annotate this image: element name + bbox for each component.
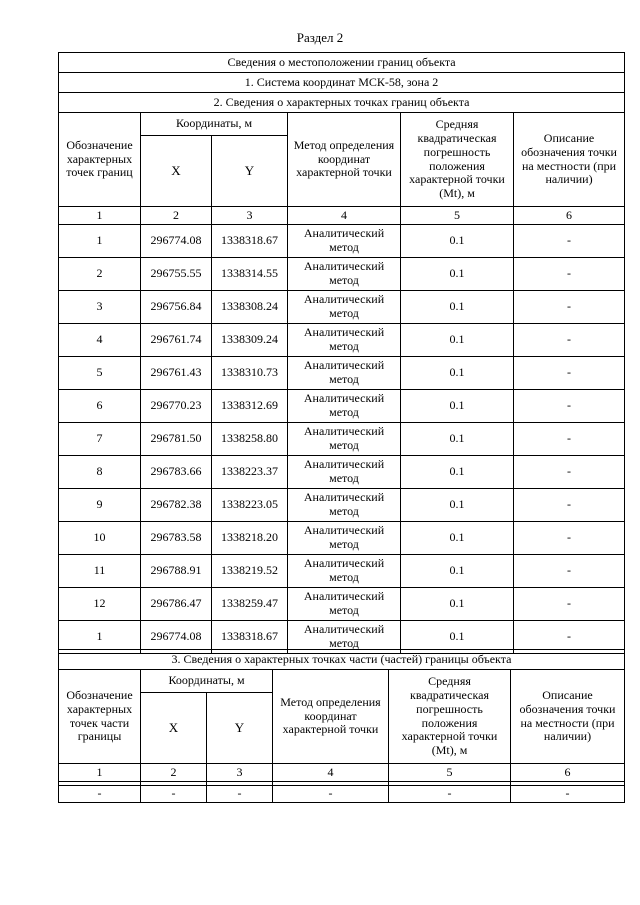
column-number: 5 — [401, 207, 514, 225]
table-row — [59, 489, 625, 522]
section-title: Раздел 2 — [296, 30, 344, 45]
error-value: 0.1 — [401, 324, 514, 357]
header-x-part: X — [141, 693, 207, 764]
x-coordinate: 296783.58 — [141, 522, 212, 555]
table-subtitle: 2. Сведения о характерных точках границ объекта — [59, 93, 625, 113]
column-number: 3 — [207, 764, 273, 782]
column-number: 2 — [141, 764, 207, 782]
point-number: 1 — [59, 621, 141, 654]
x-coordinate: 296788.91 — [141, 555, 212, 588]
coordinate-system: 1. Система координат МСК-58, зона 2 — [59, 73, 625, 93]
description-cell: - — [514, 423, 625, 456]
method-cell: Аналитический метод — [288, 291, 401, 324]
y-coordinate: 1338314.55 — [212, 258, 288, 291]
header-error-part: Средняя квадратическая погрешность положения характерной точки (Mt), м — [389, 670, 511, 764]
x-coordinate: 296761.74 — [141, 324, 212, 357]
table-row — [59, 291, 625, 324]
method-cell: Аналитический метод — [288, 522, 401, 555]
x-coordinate: 296782.38 — [141, 489, 212, 522]
error-value: 0.1 — [401, 522, 514, 555]
error-value: 0.1 — [401, 588, 514, 621]
y-coordinate: 1338218.20 — [212, 522, 288, 555]
point-number: - — [59, 786, 141, 803]
method-cell: - — [273, 786, 389, 803]
method-cell: Аналитический метод — [288, 588, 401, 621]
description-cell: - — [514, 324, 625, 357]
column-number: 6 — [511, 764, 625, 782]
table-row — [59, 588, 625, 621]
header-description: Описание обозначения точки на местности (при наличии) — [514, 113, 625, 207]
column-number: 1 — [59, 764, 141, 782]
column-numbers-row — [59, 207, 625, 225]
header-method-part: Метод определения координат характерной точки — [273, 670, 389, 764]
table-subtitle-part: 3. Сведения о характерных точках части (частей) границы объекта — [59, 650, 625, 670]
description-cell: - — [514, 522, 625, 555]
method-cell: Аналитический метод — [288, 324, 401, 357]
method-cell: Аналитический метод — [288, 258, 401, 291]
y-coordinate: 1338219.52 — [212, 555, 288, 588]
y-coordinate: 1338259.47 — [212, 588, 288, 621]
description-cell: - — [514, 456, 625, 489]
point-number: 9 — [59, 489, 141, 522]
description-cell: - — [514, 357, 625, 390]
description-cell: - — [514, 258, 625, 291]
table-row — [59, 324, 625, 357]
header-y-part: Y — [207, 693, 273, 764]
error-value: 0.1 — [401, 621, 514, 654]
y-coordinate: - — [207, 786, 273, 803]
description-cell: - — [514, 291, 625, 324]
table-row — [59, 390, 625, 423]
description-cell: - — [514, 588, 625, 621]
method-cell: Аналитический метод — [288, 621, 401, 654]
x-coordinate: 296781.50 — [141, 423, 212, 456]
error-value: 0.1 — [401, 390, 514, 423]
table-row — [59, 258, 625, 291]
method-cell: Аналитический метод — [288, 390, 401, 423]
header-description-part: Описание обозначения точки на местности (при наличии) — [511, 670, 625, 764]
y-coordinate: 1338309.24 — [212, 324, 288, 357]
error-value: 0.1 — [401, 456, 514, 489]
method-cell: Аналитический метод — [288, 555, 401, 588]
point-number: 12 — [59, 588, 141, 621]
point-number: 5 — [59, 357, 141, 390]
description-cell: - — [511, 786, 625, 803]
method-cell: Аналитический метод — [288, 225, 401, 258]
point-number: 11 — [59, 555, 141, 588]
boundary-points-table — [58, 52, 625, 654]
error-value: 0.1 — [401, 258, 514, 291]
column-number: 6 — [514, 207, 625, 225]
point-number: 10 — [59, 522, 141, 555]
header-coordinates: Координаты, м — [141, 113, 288, 136]
x-coordinate: 296761.43 — [141, 357, 212, 390]
table-row — [59, 786, 625, 803]
error-value: 0.1 — [401, 291, 514, 324]
column-number: 2 — [141, 207, 212, 225]
table-title: Сведения о местоположении границ объекта — [59, 53, 625, 73]
point-number: 6 — [59, 390, 141, 423]
header-x: X — [141, 136, 212, 207]
x-coordinate: 296774.08 — [141, 225, 212, 258]
error-value: 0.1 — [401, 555, 514, 588]
x-coordinate: 296770.23 — [141, 390, 212, 423]
header-error: Средняя квадратическая погрешность положения характерной точки (Mt), м — [401, 113, 514, 207]
point-number: 4 — [59, 324, 141, 357]
x-coordinate: 296786.47 — [141, 588, 212, 621]
x-coordinate: 296774.08 — [141, 621, 212, 654]
column-numbers-row-part — [59, 764, 625, 782]
y-coordinate: 1338310.73 — [212, 357, 288, 390]
y-coordinate: 1338258.80 — [212, 423, 288, 456]
part-boundary-points-table — [58, 649, 625, 803]
column-number: 3 — [212, 207, 288, 225]
point-number: 8 — [59, 456, 141, 489]
method-cell: Аналитический метод — [288, 423, 401, 456]
column-number: 5 — [389, 764, 511, 782]
y-coordinate: 1338318.67 — [212, 225, 288, 258]
column-number: 4 — [273, 764, 389, 782]
table-row — [59, 555, 625, 588]
error-value: - — [389, 786, 511, 803]
method-cell: Аналитический метод — [288, 357, 401, 390]
y-coordinate: 1338308.24 — [212, 291, 288, 324]
y-coordinate: 1338312.69 — [212, 390, 288, 423]
table-row — [59, 423, 625, 456]
y-coordinate: 1338318.67 — [212, 621, 288, 654]
description-cell: - — [514, 621, 625, 654]
method-cell: Аналитический метод — [288, 489, 401, 522]
point-number: 7 — [59, 423, 141, 456]
header-designation-part: Обозначение характерных точек части границы — [59, 670, 141, 764]
method-cell: Аналитический метод — [288, 456, 401, 489]
table-row — [59, 357, 625, 390]
header-method: Метод определения координат характерной точки — [288, 113, 401, 207]
error-value: 0.1 — [401, 423, 514, 456]
header-y: Y — [212, 136, 288, 207]
header-coordinates-part: Координаты, м — [141, 670, 273, 693]
description-cell: - — [514, 390, 625, 423]
y-coordinate: 1338223.37 — [212, 456, 288, 489]
point-number: 2 — [59, 258, 141, 291]
point-number: 3 — [59, 291, 141, 324]
error-value: 0.1 — [401, 225, 514, 258]
point-number: 1 — [59, 225, 141, 258]
description-cell: - — [514, 225, 625, 258]
x-coordinate: 296756.84 — [141, 291, 212, 324]
description-cell: - — [514, 555, 625, 588]
column-number: 4 — [288, 207, 401, 225]
description-cell: - — [514, 489, 625, 522]
table-row — [59, 456, 625, 489]
error-value: 0.1 — [401, 357, 514, 390]
x-coordinate: 296755.55 — [141, 258, 212, 291]
column-number: 1 — [59, 207, 141, 225]
header-designation: Обозначение характерных точек границ — [59, 113, 141, 207]
table-row — [59, 225, 625, 258]
error-value: 0.1 — [401, 489, 514, 522]
x-coordinate: 296783.66 — [141, 456, 212, 489]
y-coordinate: 1338223.05 — [212, 489, 288, 522]
table-row — [59, 522, 625, 555]
x-coordinate: - — [141, 786, 207, 803]
